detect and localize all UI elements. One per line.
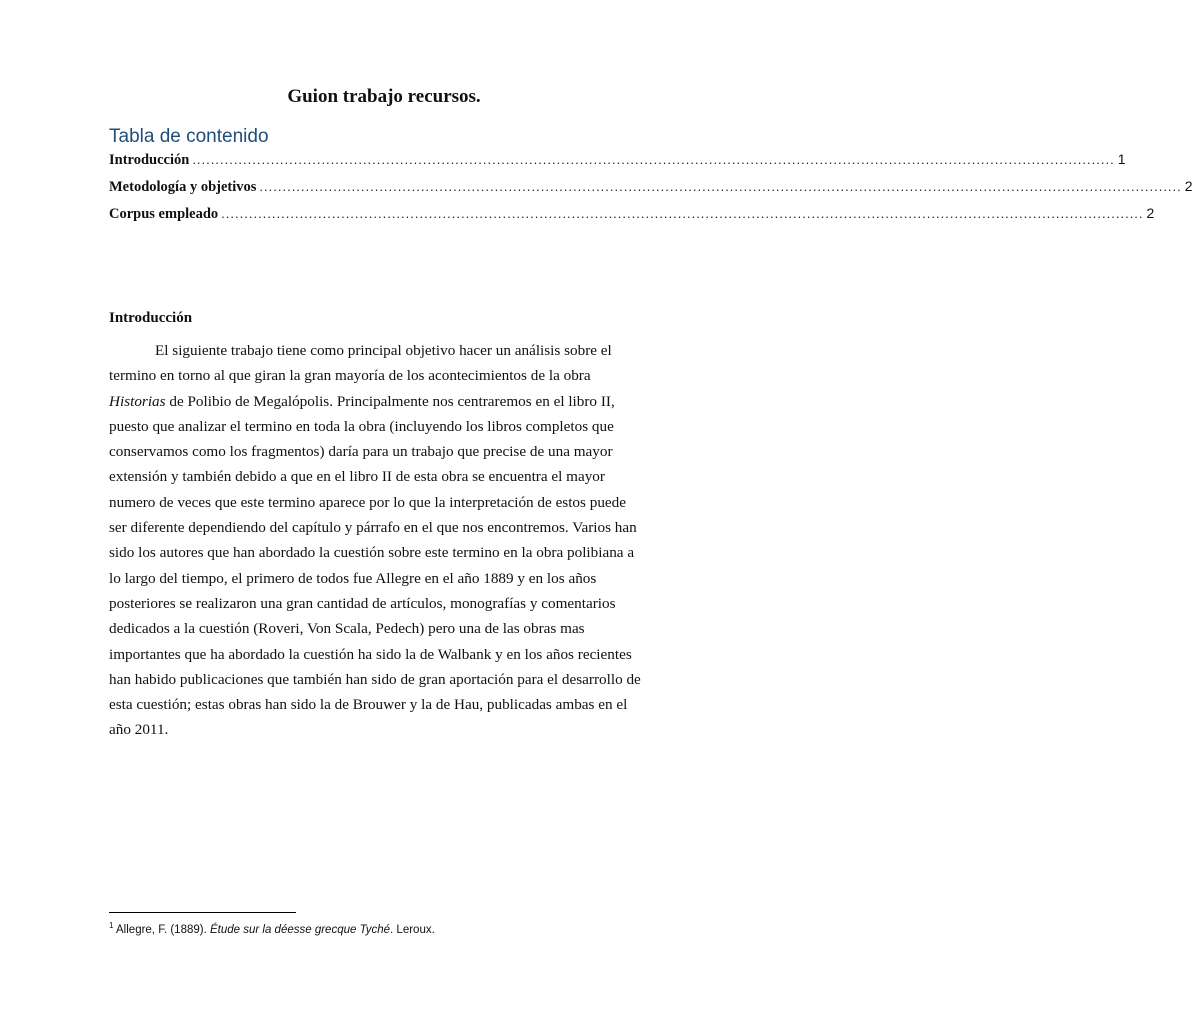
paragraph-line: El siguiente trabajo tiene como principal objetivo hacer un análisis sobre el (155, 342, 612, 359)
introduction-paragraph (109, 338, 660, 743)
paragraph-line: esta cuestión; estas obras han sido la de Brouwer y la de Hau, publicadas ambas en el (109, 696, 628, 714)
paragraph-line: extensión y también debido a que en el libro II de esta obra se encuentra el mayor (109, 468, 605, 486)
footnote (109, 921, 435, 936)
paragraph-line: conservamos como los fragmentos) daría para un trabajo que precise de una mayor (109, 443, 613, 461)
paragraph-line: puesto que analizar el termino en toda la obra (incluyendo los libros completos que (109, 417, 614, 435)
toc-entry-label: Metodología y objetivos (109, 179, 257, 195)
toc-entry-page: 2 (1146, 205, 1155, 221)
toc-dot-leader: ........................................................................................................................................................................................................ (221, 206, 1144, 221)
work-title: Historias (109, 392, 166, 410)
footnote-text-before: Allegre, F. (1889). (113, 923, 210, 936)
paragraph-line-rest: de Polibio de Megalópolis. Principalmente nos centraremos en el libro II, (165, 392, 615, 410)
toc-entry[interactable] (109, 178, 1193, 205)
paragraph-line: posteriores se realizaron una gran cantidad de artículos, monografías y comentarios (109, 594, 616, 612)
document-title: Guion trabajo recursos. (287, 86, 481, 107)
toc-entry-label: Corpus empleado (109, 206, 219, 222)
paragraph-line: numero de veces que este termino aparece por lo que la interpretación de estos puede (109, 493, 626, 511)
toc-dot-leader: ........................................................................................................................................................................................................ (259, 179, 1182, 194)
footnote-marker: 1 (109, 921, 114, 930)
toc-entry-page: 1 (1117, 151, 1126, 167)
paragraph-line: han habido publicaciones que también han sido de gran aportación para el desarrollo de (109, 670, 641, 688)
paragraph-line: lo largo del tiempo, el primero de todos fue Allegre en el año 1889 y en los años (109, 569, 597, 587)
paragraph-line: importantes que ha abordado la cuestión ha sido la de Walbank y en los años recientes (109, 645, 632, 663)
toc-entry-page: 2 (1184, 178, 1193, 194)
toc-entry[interactable] (109, 151, 1126, 178)
table-of-contents (109, 151, 1193, 232)
footnote-text-after: . Leroux. (390, 923, 435, 936)
paragraph-line: ser diferente dependiendo del capítulo y párrafo en el que nos encontremos. Varios han (109, 519, 637, 537)
toc-dot-leader: ........................................................................................................................................................................................................ (192, 152, 1115, 167)
paragraph-line: año 2011. (109, 721, 169, 739)
toc-entry[interactable] (109, 205, 1155, 232)
toc-heading: Tabla de contenido (109, 126, 269, 147)
section-heading-introduccion: Introducción (109, 310, 193, 326)
paragraph-line: dedicados a la cuestión (Roveri, Von Scala, Pedech) pero una de las obras mas (109, 620, 585, 638)
footnote-book-title: Étude sur la déesse grecque Tyché (209, 923, 391, 936)
paragraph-line: sido los autores que han abordado la cuestión sobre este termino en la obra polibiana a (109, 544, 635, 562)
paragraph-line: termino en torno al que giran la gran mayoría de los acontecimientos de la obra (109, 367, 591, 385)
footnote-separator (109, 912, 296, 913)
toc-entry-label: Introducción (109, 152, 190, 168)
paragraph-line (109, 389, 660, 414)
